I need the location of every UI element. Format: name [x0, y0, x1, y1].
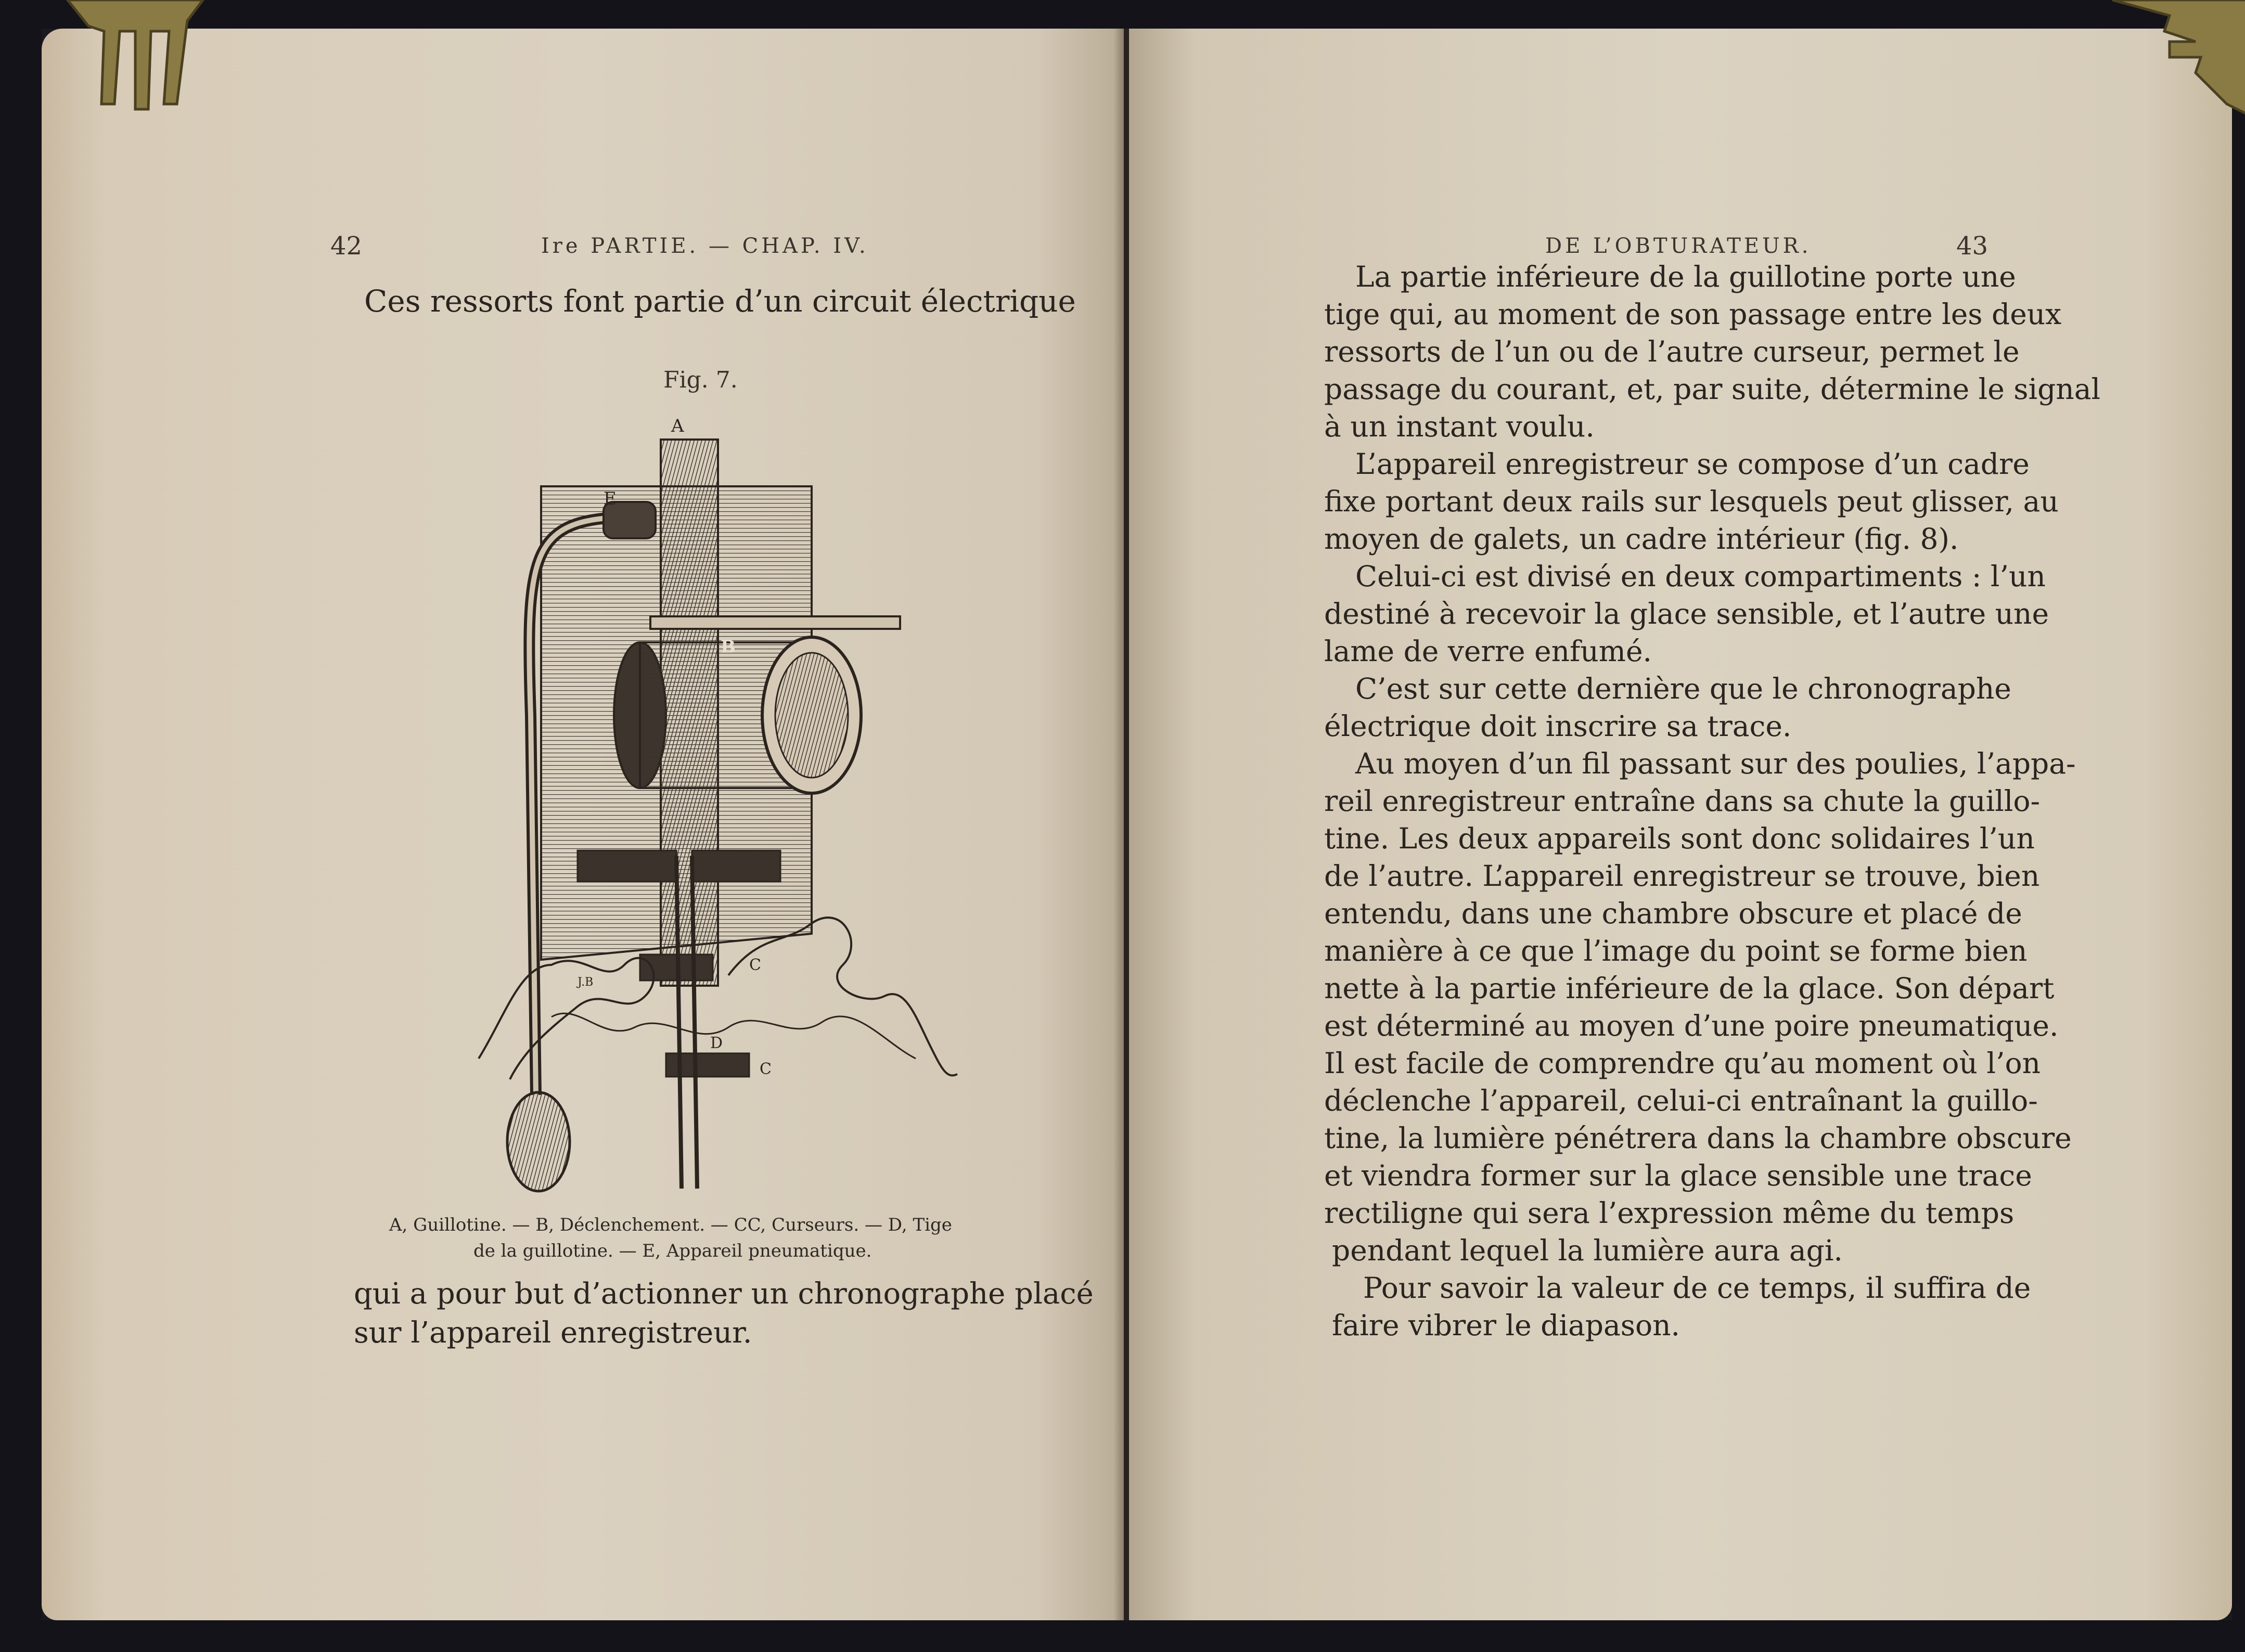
rubber-bulb [507, 1092, 570, 1191]
text-line: fixe portant deux rails sur lesquels peut glisser, au [1324, 485, 2059, 518]
text-line: électrique doit inscrire sa trace. [1324, 709, 1792, 743]
text-line: Au moyen d’un fil passant sur des poulies, l’appa- [1355, 747, 2076, 780]
left-closing-line-1: qui a pour but d’actionner un chronographe placé [354, 1277, 1094, 1311]
fig-letter-c-lower: C [760, 1060, 772, 1078]
text-line: à un instant voulu. [1324, 410, 1595, 443]
wire-coil-left [479, 958, 654, 1079]
text-line: ressorts de l’un ou de l’autre curseur, permet le [1324, 335, 2020, 368]
text-line: Celui-ci est divisé en deux compartiments : l’un [1355, 560, 2046, 593]
text-line: destiné à recevoir la glace sensible, et l’autre une [1324, 597, 2049, 630]
right-page [1129, 29, 2232, 1620]
text-line: faire vibrer le diapason. [1332, 1309, 1680, 1342]
text-line: Pour savoir la valeur de ce temps, il suffira de [1363, 1271, 2031, 1305]
text-line: passage du courant, et, par suite, détermine le signal [1324, 372, 2101, 406]
fig-letter-d: D [710, 1034, 723, 1052]
text-line: déclenche l’appareil, celui-ci entraînant la guillo- [1324, 1084, 2038, 1117]
text-line: tine. Les deux appareils sont donc solidaires l’un [1324, 822, 2035, 855]
text-line: lame de verre enfumé. [1324, 635, 1652, 668]
fig-letter-c-upper: C [749, 956, 761, 974]
text-line: nette à la partie inférieure de la glace. Son départ [1324, 972, 2055, 1005]
figure-7-illustration [447, 403, 978, 1194]
left-opening-line: Ces ressorts font partie d’un circuit électrique [364, 283, 1076, 319]
text-line: est déterminé au moyen d’une poire pneumatique. [1324, 1009, 2059, 1042]
text-line: reil enregistreur entraîne dans sa chute la guillo- [1324, 784, 2041, 818]
text-line: tige qui, au moment de son passage entre les deux [1324, 298, 2062, 331]
fig-letter-e: E [604, 488, 617, 509]
left-running-head: Ire PARTIE. — CHAP. IV. [541, 234, 869, 258]
text-line: moyen de galets, un cadre intérieur (fig. 8). [1324, 522, 1959, 556]
text-line: C’est sur cette dernière que le chronographe [1355, 672, 2011, 705]
open-book [42, 29, 2232, 1620]
page-clip-left [57, 0, 213, 114]
fig-signature: J.B [578, 976, 594, 989]
page-clip-right [2092, 0, 2245, 114]
text-line: Il est facile de comprendre qu’au moment où l’on [1324, 1047, 2041, 1080]
text-line: L’appareil enregistreur se compose d’un cadre [1355, 447, 2030, 481]
right-page-number: 43 [1956, 231, 1989, 261]
right-running-head: DE L’OBTURATEUR. [1545, 234, 1812, 258]
text-line: La partie inférieure de la guillotine porte une [1355, 260, 2016, 293]
text-line: entendu, dans une chambre obscure et placé de [1324, 897, 2022, 930]
left-closing-line-2: sur l’appareil enregistreur. [354, 1316, 752, 1350]
fig-letter-b: B [721, 637, 736, 657]
text-line: tine, la lumière pénétrera dans la chambre obscure [1324, 1121, 2072, 1155]
left-page-number: 42 [330, 231, 363, 261]
fig-letter-a: A [671, 416, 684, 436]
text-line: de l’autre. L’appareil enregistreur se trouve, bien [1324, 859, 2040, 893]
cursor-upper [578, 850, 676, 882]
text-line: et viendra former sur la glace sensible une trace [1324, 1159, 2032, 1192]
text-line: manière à ce que l’image du point se forme bien [1324, 934, 2028, 967]
figure-caption-line-1: A, Guillotine. — B, Déclenchement. — CC, Curseurs. — D, Tige [389, 1215, 952, 1235]
figure-caption-line-2: de la guillotine. — E, Appareil pneumatique. [473, 1241, 872, 1261]
wire-coil-right [728, 918, 957, 1075]
text-line: rectiligne qui sera l’expression même du temps [1324, 1196, 2015, 1230]
left-page [42, 29, 1124, 1620]
text-line: pendant lequel la lumière aura agi. [1332, 1234, 1843, 1267]
figure-label: Fig. 7. [663, 367, 738, 393]
